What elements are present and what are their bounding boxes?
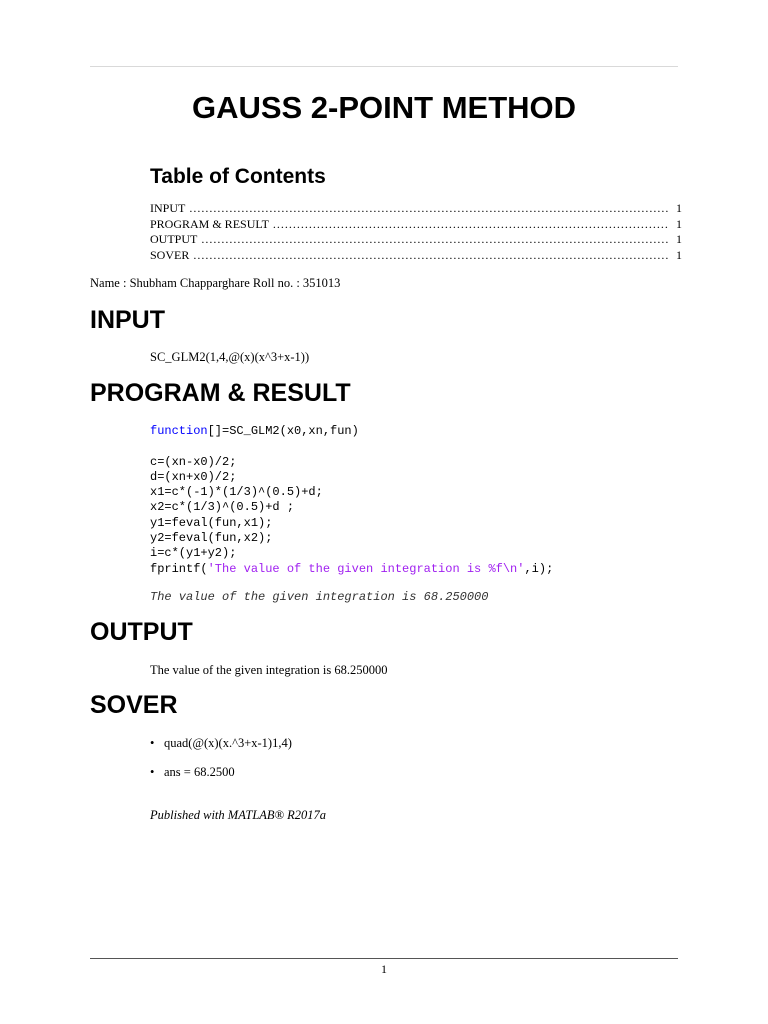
toc-leader-dots [201, 232, 668, 247]
toc-entry-output[interactable] [150, 232, 682, 248]
code-line: d=(xn+x0)/2; [150, 469, 237, 484]
code-line: c=(xn-x0)/2; [150, 454, 237, 469]
toc-entry-label[interactable]: INPUT [150, 201, 186, 215]
toc-heading: Table of Contents [150, 165, 326, 188]
code-line: y2=feval(fun,x2); [150, 531, 273, 546]
toc-leader-dots [193, 248, 668, 263]
toc-entry-page: 1 [676, 216, 682, 231]
toc-entry-label[interactable]: PROGRAM & RESULT [150, 216, 269, 231]
toc-leader-dots [189, 201, 668, 216]
list-item: • quad(@(x)(x.^3+x-1)1,4) [150, 736, 292, 765]
toc-entry-page: 1 [676, 232, 682, 247]
code-block [150, 424, 553, 577]
program-result: The value of the given integration is 68.250000 [150, 590, 489, 604]
toc-entry-program[interactable] [150, 217, 682, 233]
output-text: The value of the given integration is 68.250000 [150, 663, 388, 677]
list-item: • ans = 68.2500 [150, 765, 292, 794]
section-heading-sover: SOVER [90, 691, 178, 719]
input-text: SC_GLM2(1,4,@(x)(x^3+x-1)) [150, 350, 310, 364]
code-keyword: function [150, 424, 208, 438]
code-text: fprintf( [150, 561, 208, 576]
code-text: ,i); [524, 561, 554, 576]
toc-entry-input[interactable] [150, 201, 682, 217]
toc-entry-page: 1 [676, 248, 682, 263]
top-rule [90, 66, 678, 67]
section-heading-output: OUTPUT [90, 618, 193, 646]
toc-entry-page: 1 [676, 201, 682, 215]
published-note: Published with MATLAB® R2017a [150, 808, 327, 822]
code-line: x2=c*(1/3)^(0.5)+d ; [150, 500, 295, 515]
table-of-contents [150, 201, 682, 264]
code-line: i=c*(y1+y2); [150, 546, 237, 561]
toc-entry-label[interactable]: SOVER [150, 248, 190, 263]
bottom-rule [90, 958, 678, 959]
document-title: GAUSS 2-POINT METHOD [191, 90, 577, 125]
section-heading-program: PROGRAM & RESULT [90, 379, 351, 407]
author-line: Name : Shubham Chapparghare Roll no. : 351013 [90, 276, 341, 290]
toc-entry-sover[interactable] [150, 248, 682, 264]
page-number: 1 [381, 962, 387, 976]
code-text: []=SC_GLM2(x0,xn,fun) [207, 424, 359, 438]
code-line: y1=feval(fun,x1); [150, 515, 273, 530]
code-string: 'The value of the given integration is %f\n' [207, 561, 525, 576]
code-line: x1=c*(-1)*(1/3)^(0.5)+d; [150, 485, 323, 500]
toc-entry-label[interactable]: OUTPUT [150, 232, 198, 247]
section-heading-input: INPUT [90, 306, 165, 334]
toc-leader-dots [273, 217, 668, 232]
sover-list [150, 736, 292, 794]
